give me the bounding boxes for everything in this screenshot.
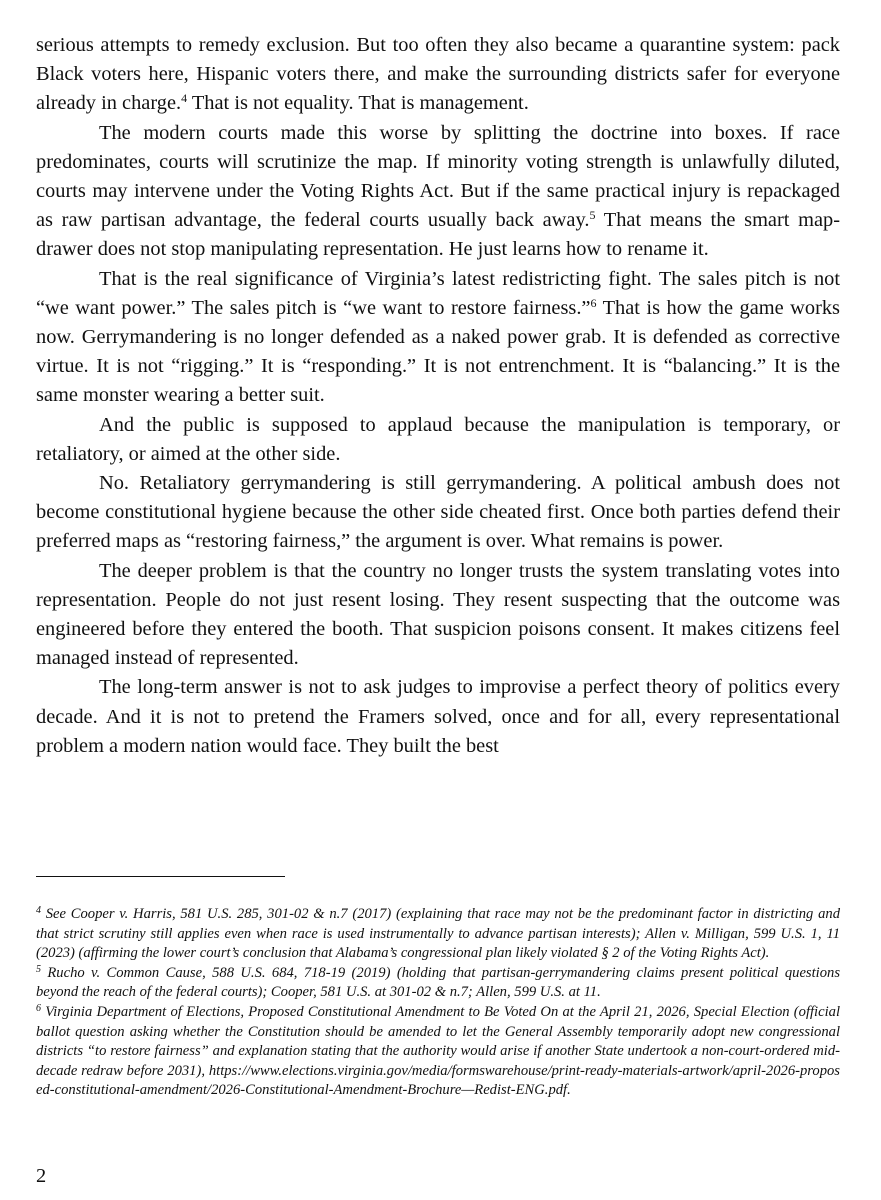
paragraph-text: The deeper problem is that the country no longer trusts the system translating votes into representation. People do not just resent losing. They resent suspecting that the outcome was engineered before they entered the booth. That suspicion poisons consent. It makes citizens feel managed instead of represented. <box>36 559 840 670</box>
footnotes-section <box>36 905 840 1101</box>
page-number: 2 <box>36 1165 47 1187</box>
footnote-text: See Cooper v. Harris, 581 U.S. 285, 301-02 & n.7 (2017) (explaining that race may not be the predominant factor in districting and that strict scrutiny still applies even when race is used instrumentally to advance partisan interests); Allen v. Milligan, 599 U.S. 1, 11 (2023) (affirming the lower court’s conclusion that Alabama’s congressional plan likely violated § 2 of the Voting Rights Act). <box>36 906 840 962</box>
paragraph <box>36 119 840 265</box>
paragraph-text: The modern courts made this worse by splitting the doctrine into boxes. If race predominates, courts will scrutinize the map. If minority voting strength is unlawfully diluted, courts may intervene under the Voting Rights Act. But if the same practical injury is repackaged as raw partisan advantage, the federal courts usually back away. <box>36 121 840 232</box>
paragraph <box>36 469 840 557</box>
footnote-reference: 5 <box>589 208 596 223</box>
footnote-number: 5 <box>36 963 41 975</box>
footnote <box>36 905 840 964</box>
footnote-number: 6 <box>36 1002 41 1014</box>
footnote-separator <box>36 876 285 877</box>
footnote-text: Rucho v. Common Cause, 588 U.S. 684, 718-19 (2019) (holding that partisan-gerrymandering claims present political questions beyond the reach of the federal courts); Cooper, 581 U.S. at 301-02 & n.7; Allen, 599 U.S. at 11. <box>36 964 840 1001</box>
footnote-reference: 6 <box>590 295 597 310</box>
paragraph <box>36 265 840 411</box>
paragraph-text: The long-term answer is not to ask judges to improvise a perfect theory of politics every decade. And it is not to pretend the Framers solved, once and for all, every representational problem a modern nation would face. They built the best <box>36 676 840 757</box>
paragraph-text: No. Retaliatory gerrymandering is still gerrymandering. A political ambush does not become constitutional hygiene because the other side cheated first. Once both parties defend their preferred maps as “restoring fairness,” the argument is over. What remains is power. <box>36 472 840 553</box>
paragraph <box>36 411 840 469</box>
paragraph <box>36 673 840 761</box>
footnote <box>36 964 840 1003</box>
paragraph-text-continued: That means the smart map-drawer does not stop manipulating representation. He just learns how to rename it. <box>36 209 841 261</box>
footnote-url: https://www.elections.virginia.gov/media/formswarehouse/print-ready-materials-artwork/april-2026-proposed-constitutional-amendment/2026-Constitutional-Amendment-Brochure—Redist-ENG.pdf. <box>36 1062 840 1099</box>
footnote <box>36 1003 840 1101</box>
paragraph <box>36 31 840 119</box>
paragraph-text: That is the real significance of Virginia’s latest redistricting fight. The sales pitch is not “we want power.” The sales pitch is “we want to restore fairness.” <box>36 267 840 319</box>
footnote-reference: 4 <box>181 91 188 106</box>
paragraph <box>36 557 840 674</box>
main-body-text <box>36 31 840 761</box>
paragraph-text-continued: That is how the game works now. Gerrymandering is no longer defended as a naked power grab. It is defended as corrective virtue. It is not “rigging.” It is “responding.” It is not entrenchment. It is “balancing.” It is the same monster wearing a better suit. <box>36 296 840 407</box>
footnote-number: 4 <box>36 905 41 916</box>
paragraph-text: And the public is supposed to applaud because the manipulation is temporary, or retaliatory, or aimed at the other side. <box>36 413 840 465</box>
paragraph-text: serious attempts to remedy exclusion. But too often they also became a quarantine system: pack Black voters here, Hispanic voters there, and make the surrounding districts safer for everyone already in charge. <box>36 34 840 115</box>
paragraph-text-continued: That is not equality. That is management. <box>187 92 529 115</box>
footnote-text: Virginia Department of Elections, Proposed Constitutional Amendment to Be Voted On at the April 21, 2026, Special Election (official ballot question asking whether the Constitution should be amended to let the General Assembly temporarily adopt new congressional districts “to restore fairness” and explanation stating that the authority would arise if another State undertook a non-court-ordered mid-decade redraw before 2031), <box>36 1003 840 1079</box>
